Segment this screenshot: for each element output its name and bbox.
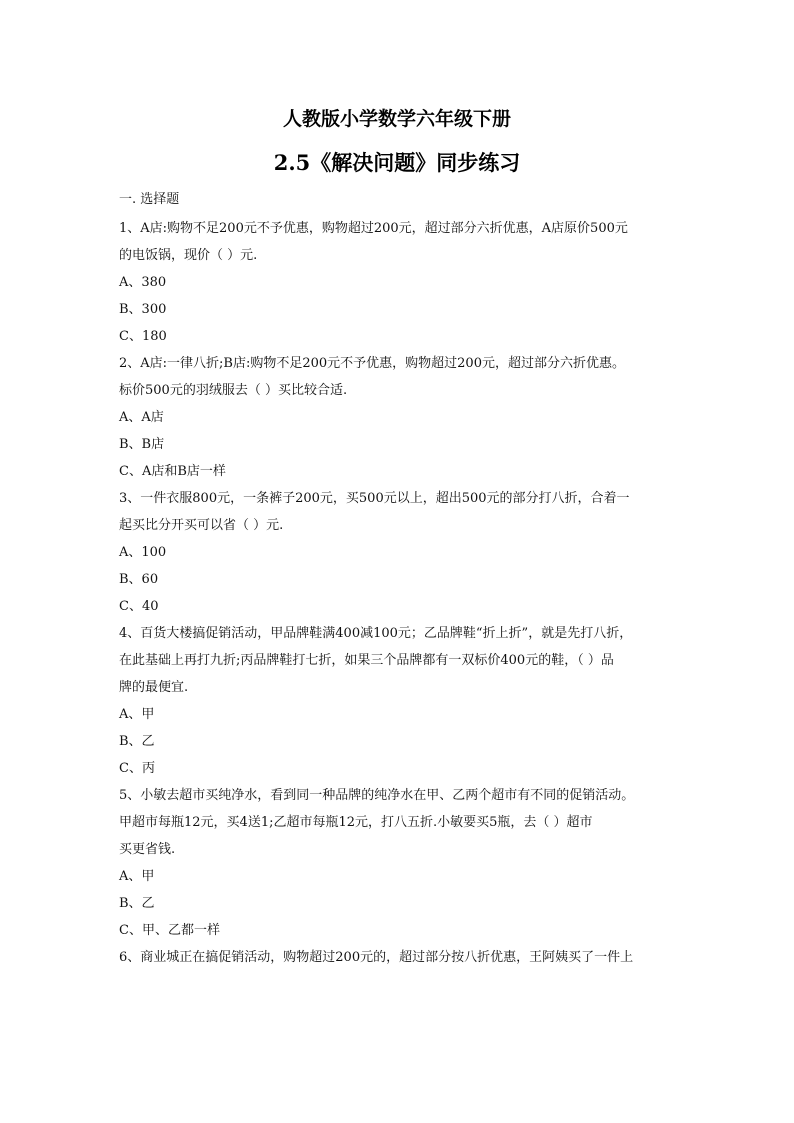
answer-option: C、40 (119, 599, 159, 614)
question-text-line: 牌的最便宜. (119, 680, 189, 695)
answer-option: A、100 (119, 545, 167, 560)
question-6 (119, 944, 679, 971)
question-text-line: 3、一件衣服800元，一条裤子200元，买500元以上，超出500元的部分打八折，合着一 (119, 491, 630, 506)
answer-option: B、60 (119, 572, 159, 587)
answer-option: C、A店和B店一样 (119, 464, 226, 479)
question-text-line: 买更省钱. (119, 842, 176, 857)
question-4 (119, 620, 679, 782)
question-text-line: 在此基础上再打九折;丙品牌鞋打七折，如果三个品牌都有一双标价400元的鞋，（ ）品 (119, 653, 614, 668)
question-text-line: 6、商业城正在搞促销活动，购物超过200元的，超过部分按八折优惠，王阿姨买了一件上 (119, 950, 634, 965)
questions-list (119, 215, 679, 971)
answer-option: C、180 (119, 329, 167, 344)
question-text-line: 标价500元的羽绒服去（ ）买比较合适. (119, 383, 348, 398)
section-heading: 一. 选择题 (119, 192, 180, 207)
answer-option: A、A店 (119, 410, 164, 425)
document-subtitle: 2.5《解决问题》同步练习 (273, 150, 521, 175)
answer-option: A、甲 (119, 869, 155, 884)
answer-option: B、乙 (119, 896, 155, 911)
question-text-line: 4、百货大楼搞促销活动，甲品牌鞋满400减100元；乙品牌鞋“折上折”，就是先打八折， (119, 626, 633, 641)
question-3 (119, 485, 679, 620)
document-title: 人教版小学数学六年级下册 (282, 108, 511, 130)
answer-option: A、甲 (119, 707, 155, 722)
answer-option: C、甲、乙都一样 (119, 923, 220, 938)
answer-option: A、380 (119, 275, 167, 290)
question-text-line: 起买比分开买可以省（ ）元. (119, 518, 284, 533)
question-text-line: 2、A店:一律八折;B店:购物不足200元不予优惠，购物超过200元，超过部分六折优惠。 (119, 356, 625, 371)
question-1 (119, 215, 679, 350)
question-text-line: 的电饭锅，现价（ ）元. (119, 248, 258, 263)
answer-option: B、B店 (119, 437, 165, 452)
question-text-line: 5、小敏去超市买纯净水，看到同一种品牌的纯净水在甲、乙两个超市有不同的促销活动。 (119, 788, 635, 803)
answer-option: B、300 (119, 302, 167, 317)
question-5 (119, 782, 679, 944)
question-2 (119, 350, 679, 485)
answer-option: C、丙 (119, 761, 155, 776)
question-text-line: 甲超市每瓶12元，买4送1;乙超市每瓶12元，打八五折.小敏要买5瓶，去（ ）超市 (119, 815, 593, 830)
question-text-line: 1、A店:购物不足200元不予优惠，购物超过200元，超过部分六折优惠，A店原价500元 (119, 221, 628, 236)
answer-option: B、乙 (119, 734, 155, 749)
